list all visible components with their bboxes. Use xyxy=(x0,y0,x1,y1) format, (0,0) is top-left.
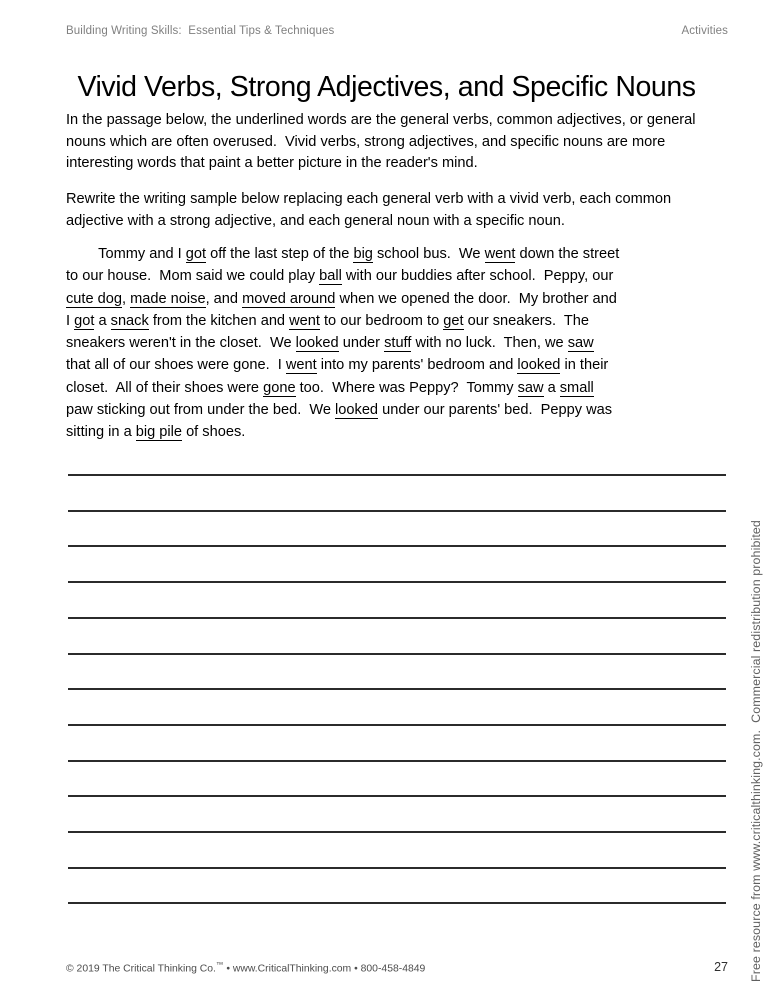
passage-text: paw sticking out from under the bed. We xyxy=(66,402,336,419)
underlined-word: ball xyxy=(319,268,342,285)
passage-text: down the street xyxy=(515,246,620,262)
header-book-title: Building Writing Skills: Essential Tips & Techniques xyxy=(66,25,335,37)
underlined-word: went xyxy=(285,357,317,374)
passage-text: , and xyxy=(205,290,243,307)
passage-text: off the last step of the xyxy=(206,246,354,262)
answer-line[interactable] xyxy=(68,724,726,726)
underlined-word: get xyxy=(443,312,464,329)
instruction-text-2: Rewrite the writing sample below replacing each general verb with a vivid verb, each common adjective with a strong adjective, and each general noun with a specific noun. xyxy=(66,191,676,229)
underlined-word: gone xyxy=(263,379,296,396)
footer-copyright xyxy=(66,960,425,974)
footer-copyright-text: © 2019 The Critical Thinking Co. xyxy=(66,963,216,974)
underlined-word: stuff xyxy=(384,335,412,352)
answer-line[interactable] xyxy=(68,688,726,690)
passage-text: our sneakers. The xyxy=(463,312,590,329)
instruction-text-1: In the passage below, the underlined words are the general verbs, common adjectives, or general nouns which are often overused. Vivid verbs, strong adjectives, and specific nouns are more interesting words that paint a better picture in the reader's mind. xyxy=(66,112,700,171)
passage-text: school bus. We xyxy=(372,246,485,262)
underlined-word: got xyxy=(185,246,207,262)
passage-text: sneakers weren't in the closet. We xyxy=(66,335,296,352)
passage-text: closet. All of their shoes were xyxy=(66,379,264,396)
underlined-word: saw xyxy=(517,379,544,396)
side-note-text: Free resource from www.criticalthinking.com. Commercial redistribution prohibited xyxy=(749,520,763,982)
answer-line[interactable] xyxy=(68,545,726,547)
passage-text: sitting in a xyxy=(66,424,136,441)
page-number: 27 xyxy=(714,960,728,974)
passage-text: with our buddies after school. Peppy, our xyxy=(341,268,614,285)
underlined-word: looked xyxy=(517,357,561,374)
passage-text: I xyxy=(66,312,75,329)
answer-line[interactable] xyxy=(68,581,726,583)
trademark-icon: ™ xyxy=(215,959,224,969)
underlined-word: made noise xyxy=(130,290,206,307)
passage-text: of shoes. xyxy=(182,424,246,441)
passage-text: in their xyxy=(560,357,609,374)
passage-text: under xyxy=(338,335,385,352)
answer-line[interactable] xyxy=(68,831,726,833)
underlined-word: moved around xyxy=(242,290,336,307)
answer-line[interactable] xyxy=(68,474,726,476)
passage-text: to our bedroom to xyxy=(319,312,444,329)
underlined-word: big xyxy=(353,246,373,262)
passage-text: too. Where was Peppy? Tommy xyxy=(295,379,518,396)
passage-text: under our parents' bed. Peppy was xyxy=(378,402,613,419)
underlined-word: snack xyxy=(110,312,149,329)
header-section-label: Activities xyxy=(681,25,728,37)
footer-contact-text: • www.CriticalThinking.com • 800-458-4849 xyxy=(223,963,426,974)
page-title: Vivid Verbs, Strong Adjectives, and Specific Nouns xyxy=(77,71,696,104)
passage-text: that all of our shoes were gone. I xyxy=(66,357,286,374)
underlined-word: went xyxy=(289,312,320,329)
answer-line[interactable] xyxy=(68,760,726,762)
passage-text: when we opened the door. My brother and xyxy=(335,290,617,307)
underlined-word: saw xyxy=(567,335,594,352)
passage-text: with no luck. Then, we xyxy=(411,335,568,352)
answer-lines-area[interactable] xyxy=(68,0,726,1000)
passage-text: Tommy and I xyxy=(66,246,186,262)
passage-text: from the kitchen and xyxy=(148,312,290,329)
underlined-word: looked xyxy=(295,335,339,352)
answer-line[interactable] xyxy=(68,902,726,904)
passage-text: a xyxy=(543,379,560,396)
underlined-word: got xyxy=(74,312,95,329)
answer-line[interactable] xyxy=(68,653,726,655)
answer-line[interactable] xyxy=(68,795,726,797)
underlined-word: went xyxy=(484,246,516,262)
side-note xyxy=(745,248,767,982)
answer-line[interactable] xyxy=(68,867,726,869)
passage-text: to our house. Mom said we could play xyxy=(66,268,320,285)
underlined-word: cute dog xyxy=(66,290,122,307)
underlined-word: big pile xyxy=(135,424,183,441)
answer-line[interactable] xyxy=(68,510,726,512)
passage-text: into my parents' bedroom and xyxy=(316,357,518,374)
passage-text: a xyxy=(94,312,111,329)
underlined-word: looked xyxy=(335,402,379,419)
underlined-word: small xyxy=(559,379,594,396)
answer-line[interactable] xyxy=(68,617,726,619)
passage-text: , xyxy=(122,290,131,307)
page-footer xyxy=(66,960,728,974)
